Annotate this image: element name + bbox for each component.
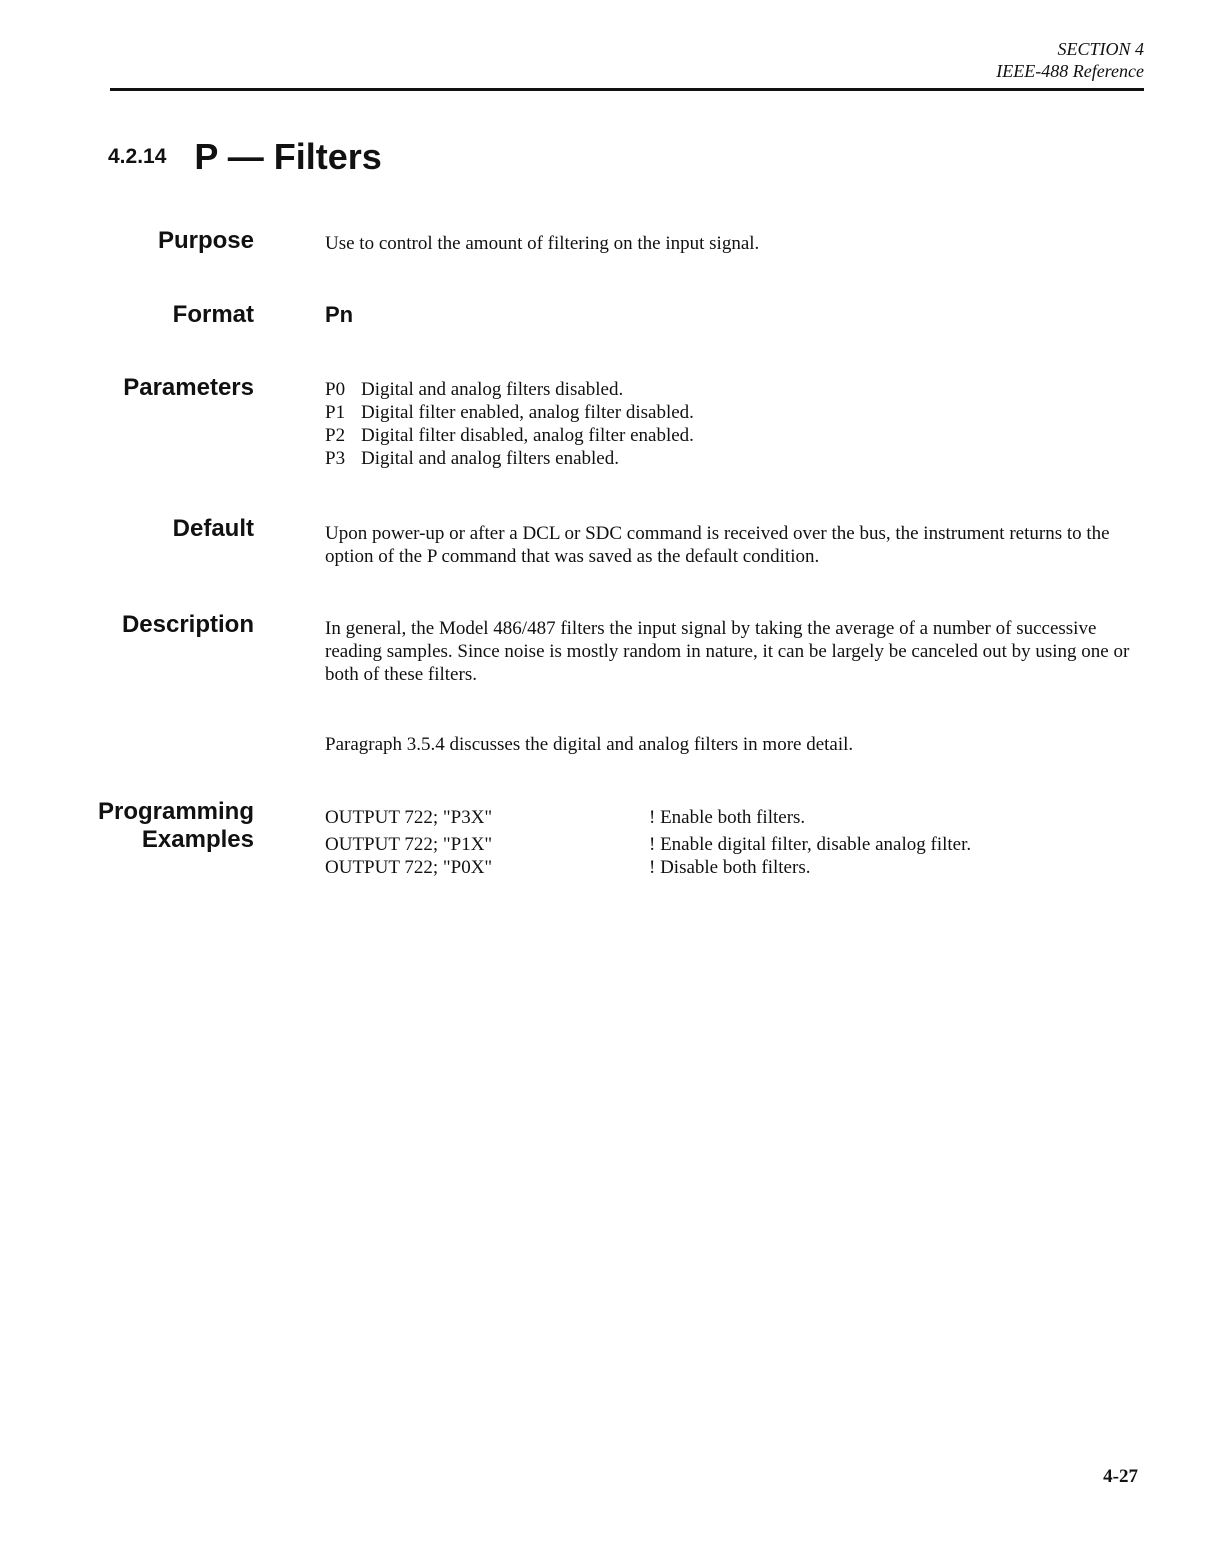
- running-header: [996, 38, 1144, 82]
- parameter-item: [325, 424, 1145, 447]
- parameter-code: P0: [325, 379, 346, 400]
- purpose-label: Purpose: [157, 227, 254, 254]
- parameter-text: Digital filter enabled, analog filter disabled.: [361, 402, 694, 423]
- example-comment: ! Disable both filters.: [649, 857, 811, 878]
- format-value: Pn: [325, 302, 354, 327]
- programming-examples-label: [54, 798, 254, 854]
- example-comment: ! Enable digital filter, disable analog filter.: [649, 834, 972, 855]
- description-paragraph-2: Paragraph 3.5.4 discusses the digital and analog filters in more detail.: [325, 734, 854, 755]
- purpose-text: Use to control the amount of filtering on the input signal.: [325, 233, 760, 254]
- example-row: [325, 833, 1145, 856]
- parameter-text: Digital filter disabled, analog filter enabled.: [361, 425, 694, 446]
- parameters-label: Parameters: [123, 374, 254, 401]
- parameter-text: Digital and analog filters disabled.: [361, 379, 624, 400]
- example-comment: ! Enable both filters.: [649, 807, 806, 828]
- parameter-code: P2: [325, 425, 346, 446]
- description-paragraph-1: In general, the Model 486/487 filters the input signal by taking the average of a number of successive reading samples. Since noise is mostly random in nature, it can be largely be canceled out by using one or both of these filters.: [325, 618, 1130, 685]
- format-label: Format: [172, 301, 254, 328]
- example-row: [325, 806, 1145, 829]
- section-name: P — Filters: [194, 136, 382, 177]
- parameter-item: [325, 447, 1145, 470]
- default-text: Upon power-up or after a DCL or SDC command is received over the bus, the instrument returns to the option of the P command that was saved as the default condition.: [325, 523, 1110, 567]
- example-command: OUTPUT 722; "P0X": [325, 857, 493, 878]
- section-number: 4.2.14: [108, 145, 167, 168]
- parameter-text: Digital and analog filters enabled.: [361, 448, 619, 469]
- section-heading: [108, 136, 382, 178]
- programming-examples-list: [325, 806, 1145, 879]
- description-label: Description: [121, 611, 254, 638]
- parameter-item: [325, 378, 1145, 401]
- example-row: [325, 856, 1145, 879]
- parameter-code: P1: [325, 402, 346, 423]
- programming-label-line-2: Examples: [141, 826, 254, 853]
- example-command: OUTPUT 722; "P1X": [325, 834, 493, 855]
- parameter-item: [325, 401, 1145, 424]
- section-subtitle: IEEE-488 Reference: [996, 61, 1144, 81]
- section-label: SECTION 4: [1057, 39, 1144, 59]
- header-rule: [110, 88, 1144, 91]
- parameter-code: P3: [325, 448, 346, 469]
- example-command: OUTPUT 722; "P3X": [325, 807, 493, 828]
- default-label: Default: [172, 515, 254, 542]
- parameters-list: [325, 378, 1145, 470]
- programming-label-line-1: Programming: [97, 798, 254, 825]
- page-number: 4-27: [1103, 1466, 1138, 1487]
